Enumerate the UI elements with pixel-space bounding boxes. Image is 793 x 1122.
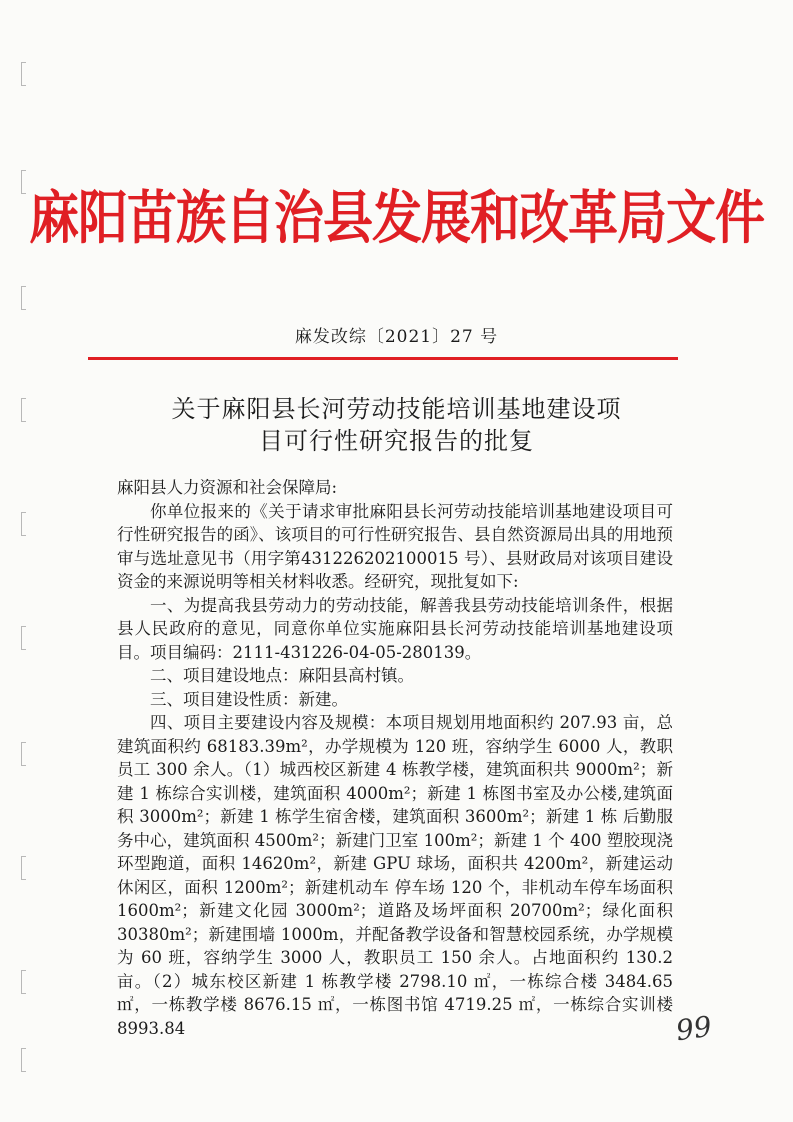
margin-mark bbox=[21, 970, 26, 994]
body-paragraph: 你单位报来的《关于请求审批麻阳县长河劳动技能培训基地建设项目可行性研究报告的函》、该项目的可行性研究报告、县自然资源局出具的用地预审与选址意见书（用字第431226202100015 号）、县财政局对该项目建设资金的来源说明等相关材料收悉。经研究，现批复如下: bbox=[117, 501, 673, 591]
body-paragraph: 二、项目建设地点：麻阳县高村镇。 bbox=[150, 666, 414, 685]
document-title bbox=[110, 393, 683, 457]
document-number: 麻发改综〔2021〕27 号 bbox=[294, 327, 499, 347]
body-paragraph: 一、为提高我县劳动力的劳动技能，解善我县劳动技能培训条件，根据县人民政府的意见，同意你单位实施麻阳县长河劳动技能培训基地建设项目。项目编码：2111-431226-04-05-280139。 bbox=[117, 595, 673, 662]
margin-mark bbox=[21, 856, 26, 880]
margin-mark bbox=[21, 742, 26, 766]
document-header-title: 麻阳苗族自治县发展和改革局文件 bbox=[29, 183, 764, 252]
margin-mark bbox=[21, 512, 26, 536]
body-paragraph: 三、项目建设性质：新建。 bbox=[150, 689, 348, 709]
margin-mark bbox=[21, 1048, 26, 1072]
recipient: 麻阳县人力资源和社会保障局: bbox=[117, 478, 338, 497]
margin-mark bbox=[21, 398, 26, 422]
margin-mark bbox=[21, 626, 26, 650]
margin-mark bbox=[21, 62, 26, 86]
document-body bbox=[117, 476, 673, 1040]
title-line-1: 关于麻阳县长河劳动技能培训基地建设项 bbox=[171, 395, 622, 423]
margin-mark bbox=[21, 286, 26, 310]
handwritten-page-number: 99 bbox=[673, 1009, 714, 1048]
red-divider bbox=[88, 357, 678, 360]
body-paragraph: 四、项目主要建设内容及规模：本项目规划用地面积约 207.93 亩，总建筑面积约 68183.39m²，办学规模为 120 班，容纳学生 6000 人，教职员工 300 余人。（1）城西校区新建 4 栋教学楼，建筑面积共 9000m²；新建 1 栋综合实训楼，建筑面积 4000m²；新建 1 栋图书室及办公楼,建筑面积 3000m²；新建 1 栋学生宿舍楼，建筑面积 3600m²；新建 1 栋 后勤服务中心，建筑面积 4500m²；新建门卫室 100m²；新建 1 个 400 塑胶现浇环型跑道，面积 14620m²，新建 GPU 球场，面积共 4200m²，新建运动休闲区，面积 1200m²；新建机动车 停车场 120 个，非机动车停车场面积 1600m²；新建文化园 3000m²；道路及场坪面积 20700m²；绿化面积 30380m²；新建围墙 1000m，并配备教学设备和智慧校园系统，办学规模为 60 班，容纳学生 3000 人，教职员工 150 余人。占地面积约 130.2 亩。（2）城东校区新建 1 栋教学楼 2798.10 ㎡，一栋综合楼 3484.65 ㎡，一栋教学楼 8676.15 ㎡，一栋图书馆 4719.25 ㎡，一栋综合实训楼 8993.84 bbox=[117, 713, 673, 1038]
title-line-2: 目可行性研究报告的批复 bbox=[259, 427, 534, 455]
